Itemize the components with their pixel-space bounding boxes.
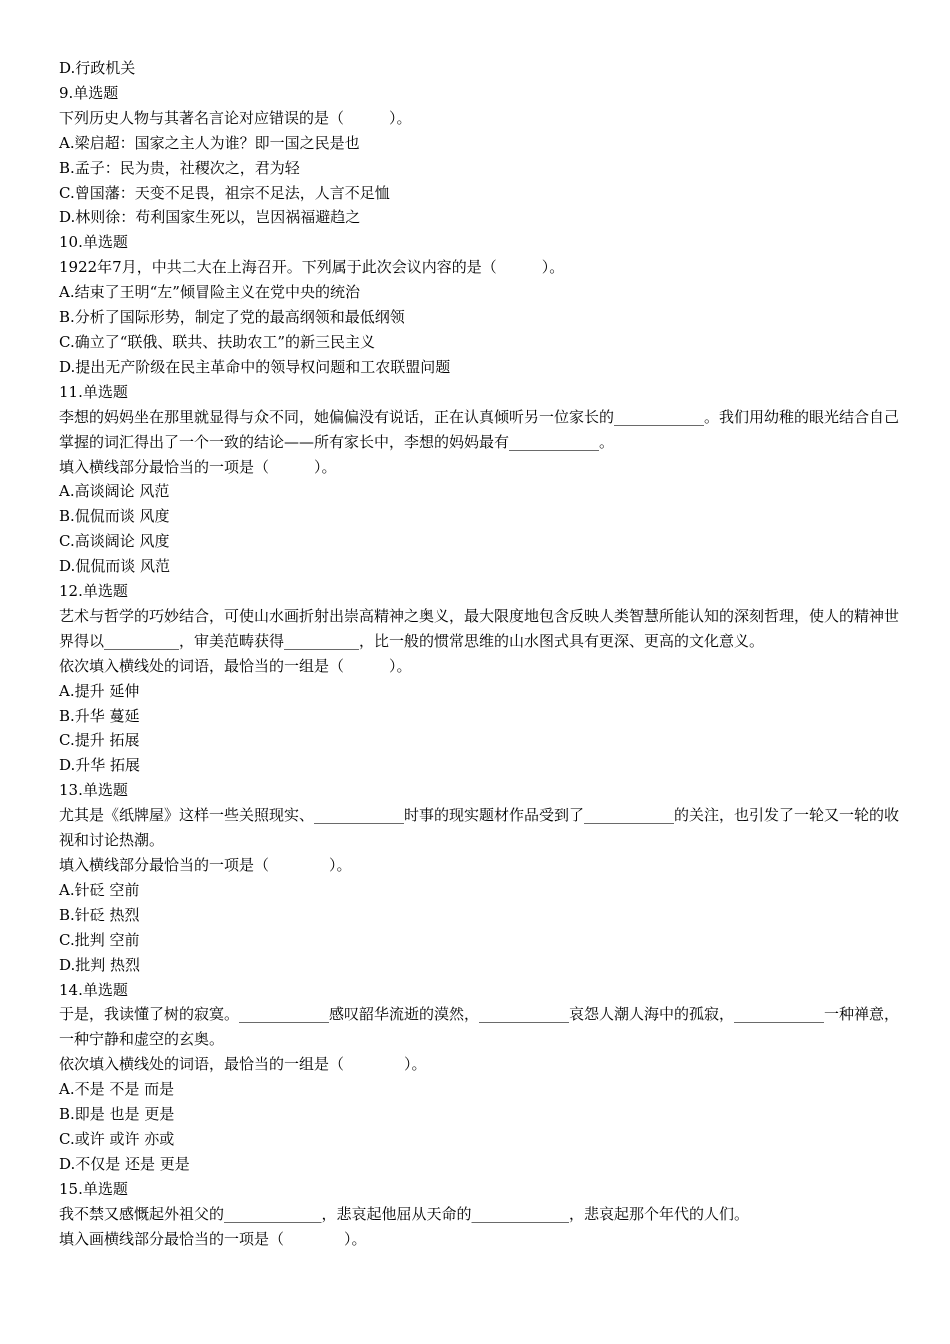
question-12-title: 12.单选题 — [59, 582, 128, 601]
option-a-q14: A.不是 不是 而是 — [59, 1080, 175, 1099]
question-12-passage: 艺术与哲学的巧妙结合，可使山水画折射出崇高精神之奥义，最大限度地包含反映人类智慧所能认知的深刻哲理，使人的精神世界得以__________，审美范畴获得__________，比一般的惯常思维的山水图式具有更深、更高的文化意义。 — [59, 606, 900, 650]
option-d-q8: D.行政机关 — [59, 59, 136, 77]
option-a-q12: A.提升 延伸 — [59, 681, 140, 700]
option-b-q13: B.针砭 热烈 — [59, 905, 140, 924]
question-15-title: 15.单选题 — [59, 1179, 128, 1198]
option-a-q11: A.高谈阔论 风范 — [59, 482, 170, 501]
option-c-q10: C.确立了“联俄、联共、扶助农工”的新三民主义 — [59, 332, 376, 351]
question-11-stem: 填入横线部分最恰当的一项是（ ）。 — [59, 457, 337, 476]
question-14-title: 14.单选题 — [59, 980, 128, 999]
question-11-title: 11.单选题 — [59, 382, 128, 401]
question-15-passage: 我不禁又感慨起外祖父的_____________，悲哀起他屈从天命的_____________，悲哀起那个年代的人们。 — [59, 1204, 750, 1223]
option-a-q13: A.针砭 空前 — [59, 880, 140, 899]
question-13-title: 13.单选题 — [59, 781, 128, 800]
option-d-q13: D.批判 热烈 — [59, 955, 141, 974]
question-14-stem: 依次填入横线处的词语，最恰当的一组是（ ）。 — [59, 1055, 427, 1074]
option-c-q12: C.提升 拓展 — [59, 731, 140, 750]
question-15-stem: 填入画横线部分最恰当的一项是（ ）。 — [59, 1229, 367, 1248]
option-d-q12: D.升华 拓展 — [59, 756, 141, 775]
question-11-passage: 李想的妈妈坐在那里就显得与众不同，她偏偏没有说话，正在认真倾听另一位家长的____________。我们用幼稚的眼光结合自己掌握的词汇得出了一个一致的结论——所有家长中，李想的妈妈最有____________。 — [59, 407, 900, 451]
question-9-stem: 下列历史人物与其著名言论对应错误的是（ ）。 — [59, 108, 412, 127]
option-d-q10: D.提出无产阶级在民主革命中的领导权问题和工农联盟问题 — [59, 357, 451, 376]
option-d-q14: D.不仅是 还是 更是 — [59, 1154, 190, 1173]
option-a-q10: A.结束了王明“左”倾冒险主义在党中央的统治 — [59, 283, 360, 302]
question-10-stem: 1922年7月，中共二大在上海召开。下列属于此次会议内容的是（ ）。 — [59, 258, 565, 277]
option-a-q9: A.梁启超：国家之主人为谁？即一国之民是也 — [59, 133, 360, 152]
option-c-q14: C.或许 或许 亦或 — [59, 1129, 175, 1148]
option-d-q9: D.林则徐：苟利国家生死以，岂因祸福避趋之 — [59, 208, 361, 227]
question-10-title: 10.单选题 — [59, 233, 128, 252]
question-13-passage: 尤其是《纸牌屋》这样一些关照现实、____________时事的现实题材作品受到了____________的关注，也引发了一轮又一轮的收视和讨论热潮。 — [59, 806, 900, 850]
question-12-stem: 依次填入横线处的词语，最恰当的一组是（ ）。 — [59, 656, 412, 675]
option-c-q13: C.批判 空前 — [59, 930, 140, 949]
option-b-q9: B.孟子：民为贵，社稷次之，君为轻 — [59, 158, 300, 177]
option-d-q11: D.侃侃而谈 风范 — [59, 557, 171, 576]
option-b-q14: B.即是 也是 更是 — [59, 1105, 175, 1124]
document-page — [59, 56, 899, 1252]
option-b-q10: B.分析了国际形势，制定了党的最高纲领和最低纲领 — [59, 308, 405, 327]
option-c-q11: C.高谈阔论 风度 — [59, 532, 170, 551]
option-b-q12: B.升华 蔓延 — [59, 706, 140, 725]
question-13-stem: 填入横线部分最恰当的一项是（ ）。 — [59, 856, 352, 874]
option-b-q11: B.侃侃而谈 风度 — [59, 507, 170, 526]
option-c-q9: C.曾国藩：天变不足畏，祖宗不足法，人言不足恤 — [59, 183, 390, 202]
question-9-title: 9.单选题 — [59, 83, 119, 102]
question-14-passage: 于是，我读懂了树的寂寞。____________感叹韶华流逝的漠然，____________哀怨人潮人海中的孤寂，____________一种禅意，一种宁静和虚空的玄奥。 — [59, 1005, 900, 1049]
